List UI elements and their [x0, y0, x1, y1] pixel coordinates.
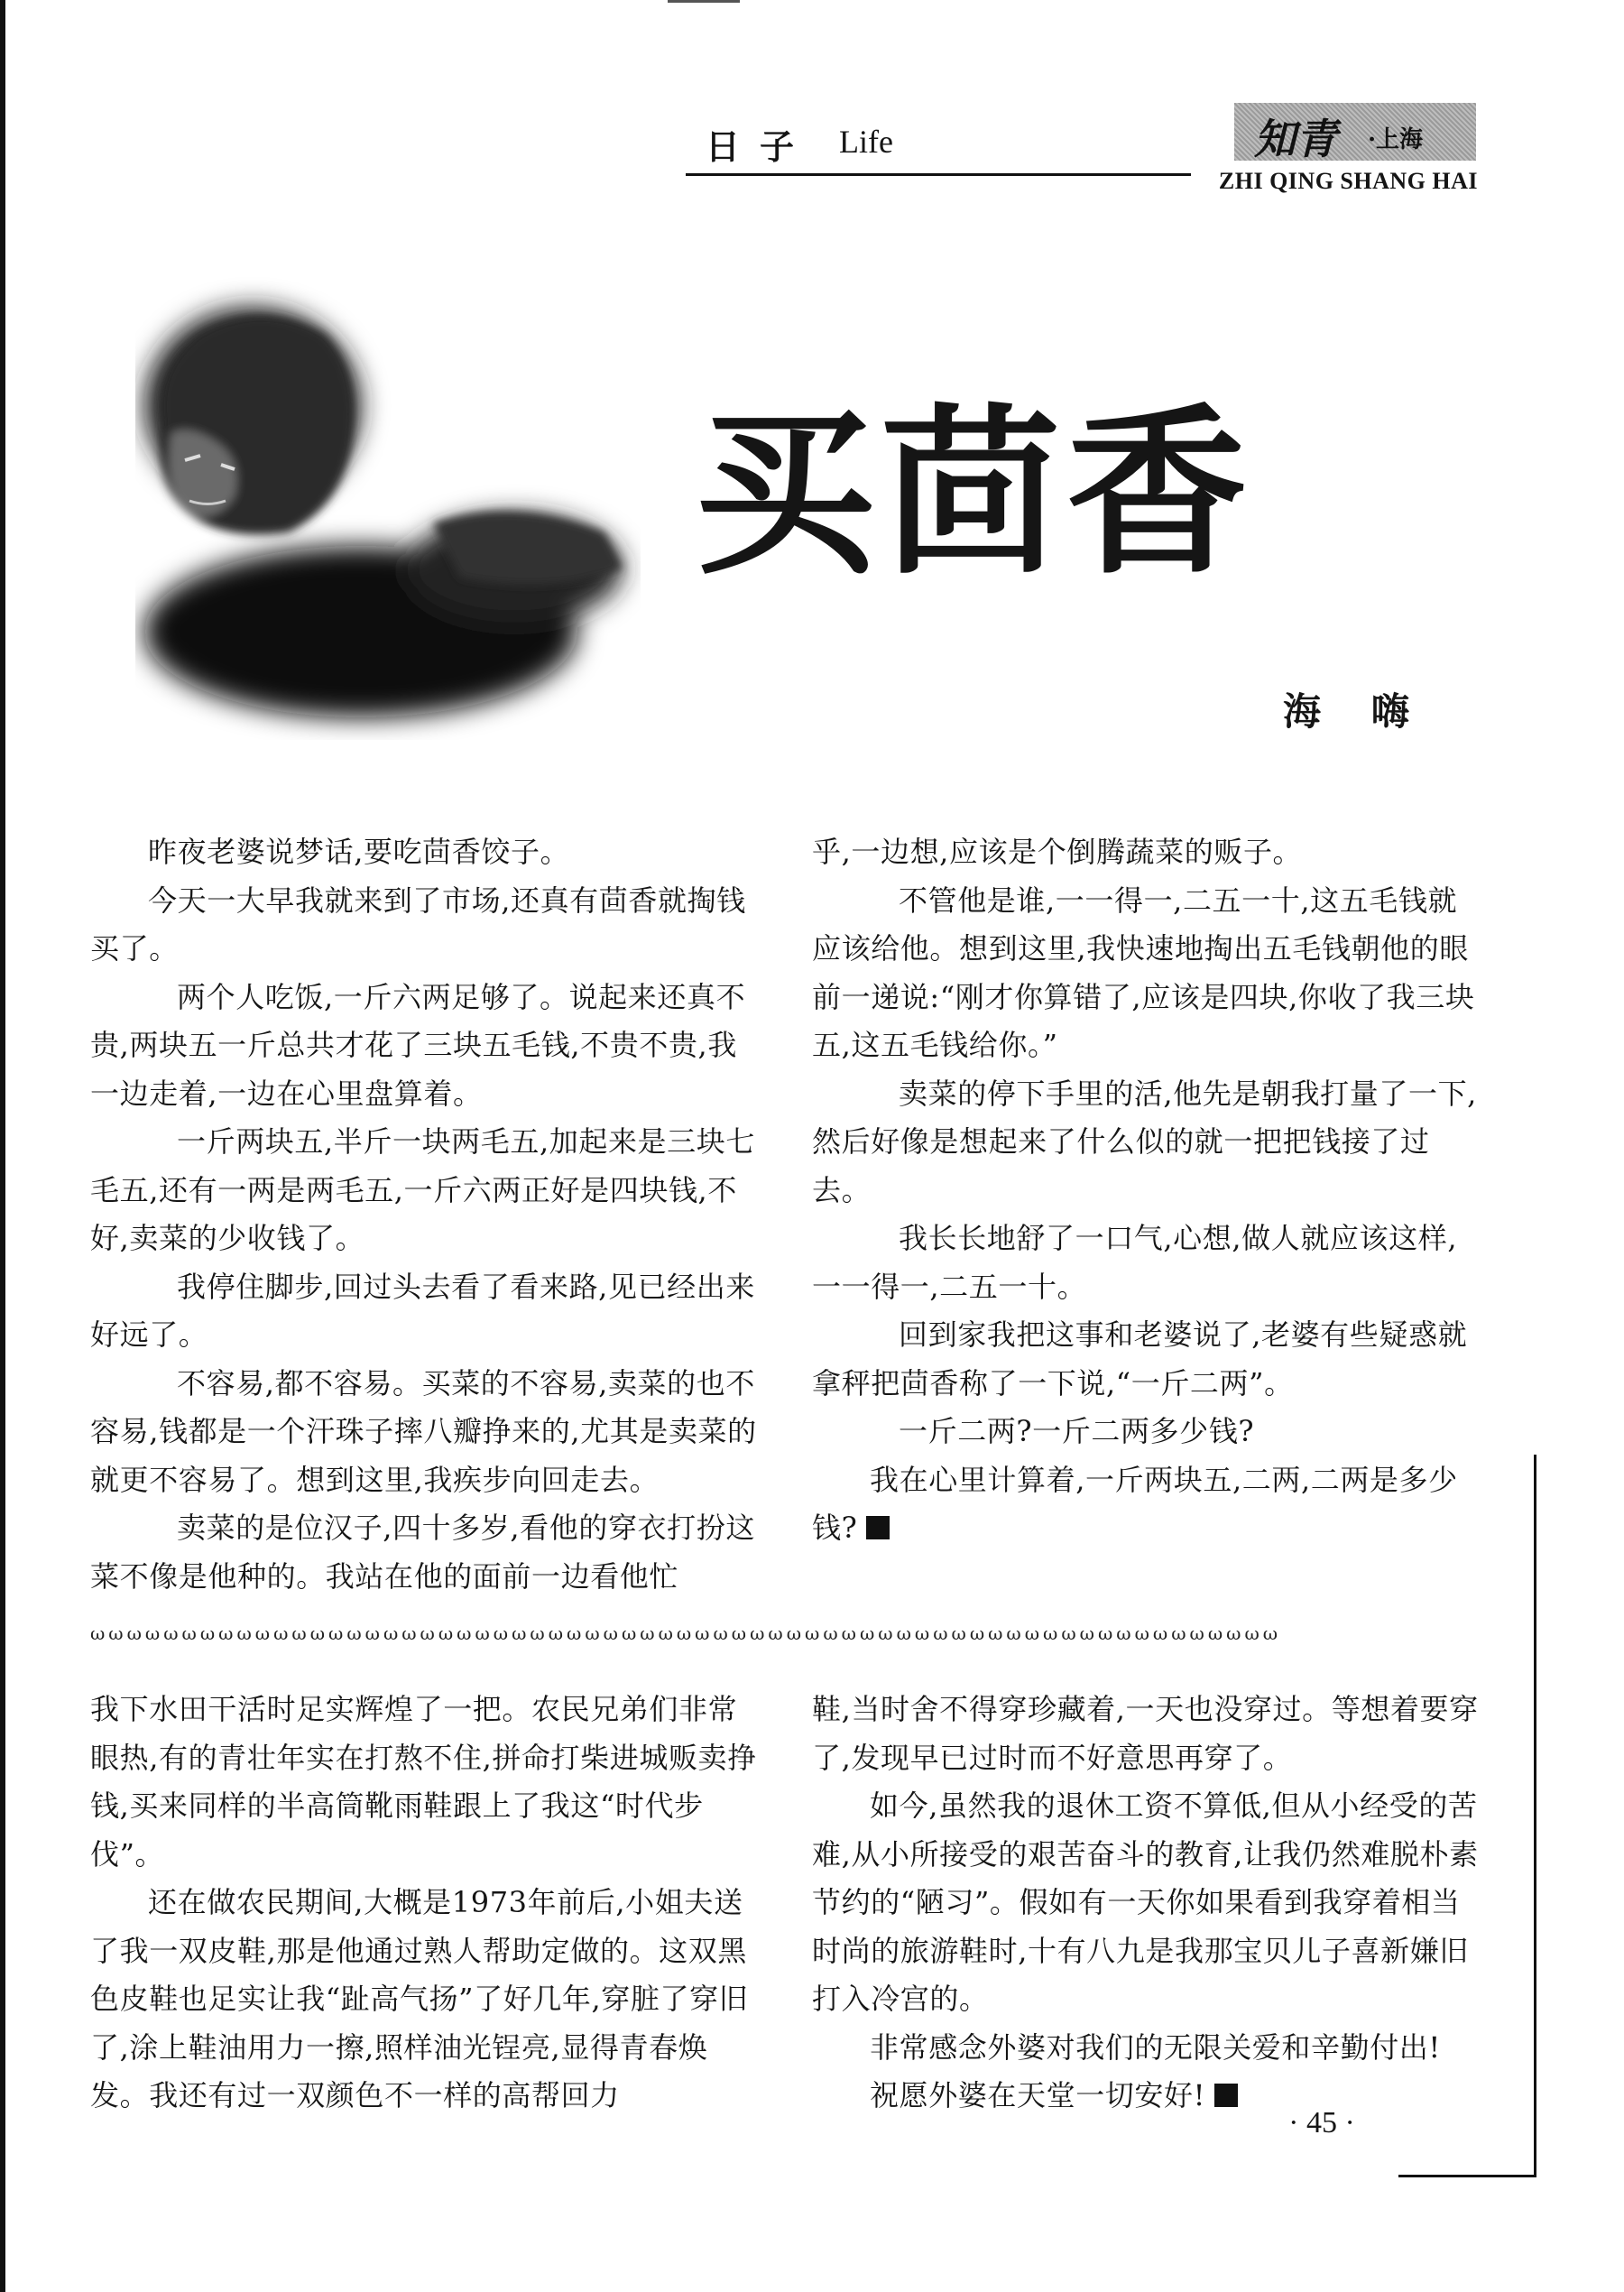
- paragraph: 我停住脚步,回过头去看了看来路,见已经出来好远了。: [90, 1269, 755, 1352]
- paragraph-text: 祝愿外婆在天堂一切安好!: [870, 2078, 1206, 2112]
- paragraph: 不容易,都不容易。买菜的不容易,卖菜的也不容易,钱都是一个汗珠子摔八瓣挣来的,尤其是卖菜的就更不容易了。想到这里,我疾步向回走去。: [90, 1365, 757, 1497]
- ornamental-divider: ωωωωωωωωωωωωωωωωωωωωωωωωωωωωωωωωωωωωωωωωωωωωωωωωωωωωωωωωωωωωωωωωω: [90, 1624, 1282, 1642]
- paragraph: 我长长地舒了一口气,心想,做人就应该这样,一一得一,二五一十。: [812, 1221, 1458, 1304]
- frame-line-horizontal: [1398, 2175, 1536, 2177]
- article2-column-2: [812, 1686, 1480, 2121]
- logo-main-text: 知青: [1254, 115, 1337, 163]
- paragraph: 昨夜老婆说梦话,要吃茴香饺子。: [148, 835, 570, 869]
- logo-pinyin: ZHI QING SHANG HAI: [1218, 168, 1478, 194]
- paragraph: 鞋,当时舍不得穿珍藏着,一天也没穿过。等想着要穿了,发现早已过时而不好意思再穿了。: [812, 1692, 1479, 1775]
- paragraph: 两个人吃饭,一斤六两足够了。说起来还真不贵,两块五一斤总共才花了三块五毛钱,不贵不贵,我一边走着,一边在心里盘算着。: [90, 979, 746, 1111]
- paragraph-last: [812, 1456, 1480, 1553]
- logo-sub-text: ·上海: [1368, 126, 1424, 153]
- magazine-logo: [1234, 103, 1476, 161]
- section-header: [686, 116, 1191, 176]
- man-with-bundle-illustration: [135, 271, 641, 740]
- section-name-en: Life: [839, 124, 893, 160]
- article-title: 买茴香: [695, 389, 1253, 599]
- paragraph: 我下水田干活时足实辉煌了一把。农民兄弟们非常眼热,有的青壮年实在打熬不住,拼命打柴进城贩卖挣钱,买来同样的半高筒靴雨鞋跟上了我这“时代步伐”。: [90, 1692, 757, 1871]
- paragraph: 今天一大早我就来到了市场,还真有茴香就掏钱买了。: [90, 883, 746, 966]
- author: 海嗨: [1283, 689, 1461, 734]
- paragraph: 还在做农民期间,大概是1973年前后,小姐夫送了我一双皮鞋,那是他通过熟人帮助定做的。这双黑色皮鞋也足实让我“趾高气扬”了好几年,穿脏了穿旧了,涂上鞋油用力一擦,照样油光锃亮,显得青春焕发。我还有过一双颜色不一样的高帮回力: [90, 1885, 749, 2112]
- paragraph: 一斤两块五,半斤一块两毛五,加起来是三块七毛五,还有一两是两毛五,一斤六两正好是四块钱,不好,卖菜的少收钱了。: [90, 1124, 755, 1255]
- paragraph: 如今,虽然我的退休工资不算低,但从小经受的苦难,从小所接受的艰苦奋斗的教育,让我仍然难脱朴素节约的“陋习”。假如有一天你如果看到我穿着相当时尚的旅游鞋时,十有八九是我那宝贝儿子喜新嫌旧打入冷宫的。: [812, 1788, 1479, 2016]
- paragraph-text: 我在心里计算着,一斤两块五,二两,二两是多少钱?: [812, 1462, 1458, 1545]
- paragraph: 回到家我把这事和老婆说了,老婆有些疑惑就拿秤把茴香称了一下说,“一斤二两”。: [812, 1317, 1468, 1400]
- article2-column-1: [90, 1686, 758, 2121]
- end-mark: [1214, 2084, 1238, 2107]
- paragraph: 卖菜的是位汉子,四十多岁,看他的穿衣打扮这菜不像是他种的。我站在他的面前一边看他忙: [90, 1511, 755, 1594]
- paragraph: 一斤二两?一斤二两多少钱?: [899, 1414, 1255, 1448]
- page-number: · 45 ·: [1288, 2106, 1355, 2140]
- top-mark: [668, 0, 740, 3]
- section-name: 日子: [706, 126, 815, 167]
- page-edge: [0, 0, 5, 2292]
- frame-line-vertical: [1534, 1455, 1536, 2176]
- end-mark: [866, 1516, 890, 1539]
- paragraph: 卖菜的停下手里的活,他先是朝我打量了一下,然后好像是想起来了什么似的就一把把钱接了过去。: [812, 1076, 1477, 1207]
- paragraph: 不管他是谁,一一得一,二五一十,这五毛钱就应该给他。想到这里,我快速地掏出五毛钱朝他的眼前一递说:“刚才你算错了,应该是四块,你收了我三块五,这五毛钱给你。”: [812, 883, 1475, 1062]
- article-column-2: [812, 828, 1480, 1553]
- article-column-1: [90, 828, 758, 1601]
- paragraph: 非常感念外婆对我们的无限关爱和辛勤付出!: [870, 2029, 1441, 2065]
- paragraph: 乎,一边想,应该是个倒腾蔬菜的贩子。: [812, 835, 1303, 869]
